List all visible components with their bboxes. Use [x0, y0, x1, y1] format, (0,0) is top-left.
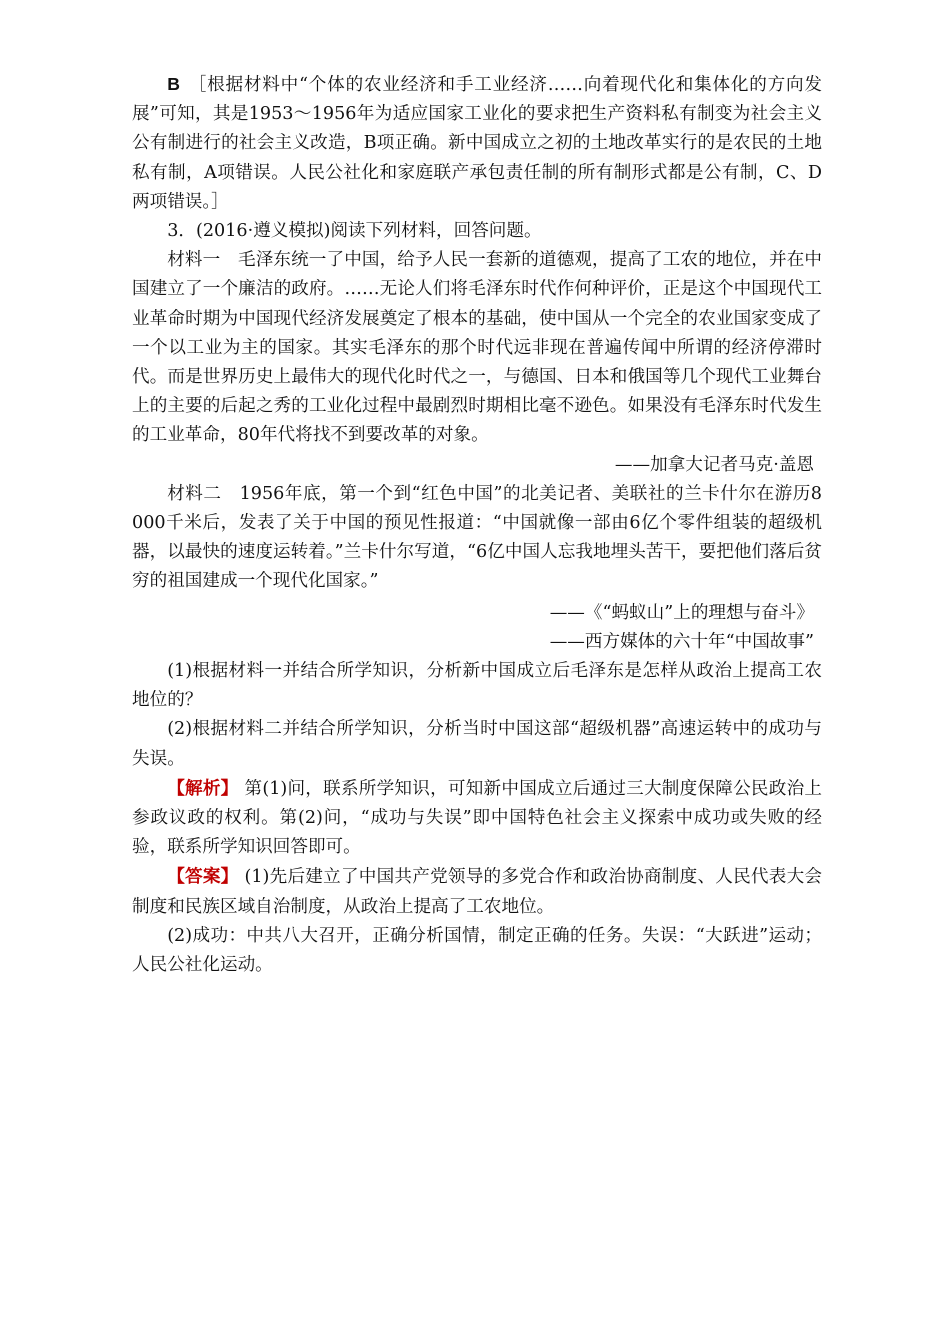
sub-question-1: (1)根据材料一并结合所学知识，分析新中国成立后毛泽东是怎样从政治上提高工农地位的？ [132, 661, 822, 711]
analysis-text: 第(1)问，联系所学知识，可知新中国成立后通过三大制度保障公民政治上参政议政的权利。第(2)问，“成功与失误”即中国特色社会主义探索中成功或失败的经验，联系所学知识回答即可。 [132, 778, 822, 858]
material-2-sources [132, 599, 822, 657]
document-page [132, 70, 822, 980]
material-1: 材料一 毛泽东统一了中国，给予人民一套新的道德观，提高了工农的地位，并在中国建立了一个廉洁的政府。……无论人们将毛泽东时代作何种评价，正是这个中国现代工业革命时期为中国现代经济发展奠定了根本的基础，使中国从一个完全的农业国家变成了一个以工业为主的国家。其实毛泽东的那个时代远非现在普遍传闻中所谓的经济停滞时代。而是世界历史上最伟大的现代化时代之一，与德国、日本和俄国等几个现代工业舞台上的主要的后起之秀的工业化过程中最剧烈时期相比毫不逊色。如果没有毛泽东时代发生的工业革命，80年代将找不到要改革的对象。 [132, 250, 822, 446]
answer-paragraph-2: (2)成功：中共八大召开，正确分析国情，制定正确的任务。失误：“大跃进”运动；人民公社化运动。 [132, 925, 822, 976]
material-2-source-2: ——西方媒体的六十年“中国故事” [549, 631, 814, 652]
question-3-stem: 3．(2016·遵义模拟)阅读下列材料，回答问题。 [167, 221, 542, 242]
material-1-source: ——加拿大记者马克·盖恩 [614, 454, 814, 475]
analysis-paragraph [132, 774, 822, 863]
answer-b-paragraph [132, 70, 822, 217]
material-2-source-1: ——《“蚂蚁山”上的理想与奋斗》 [549, 602, 814, 623]
answer-text-1: (1)先后建立了中国共产党领导的多党合作和政治协商制度、人民代表大会制度和民族区域自治制度，从政治上提高了工农地位。 [132, 867, 822, 917]
answer-paragraph-1 [132, 862, 822, 921]
answer-b-explanation: ［根据材料中“个体的农业经济和手工业经济……向着现代化和集体化的方向发展”可知，其是1953～1956年为适应国家工业化的要求把生产资料私有制变为社会主义公有制进行的社会主义改造，B项正确。新中国成立之初的土地改革实行的是农民的土地私有制，A项错误。人民公社化和家庭联产承包责任制的所有制形式都是公有制，C、D两项错误。］ [132, 75, 822, 212]
material-2: 材料二 1956年底，第一个到“红色中国”的北美记者、美联社的兰卡什尔在游历8 000千米后，发表了关于中国的预见性报道：“中国就像一部由6亿个零件组装的超级机器，以最快的速度运转着。”兰卡什尔写道，“6亿中国人忘我地埋头苦干，要把他们落后贫穷的祖国建成一个现代化国家。” [132, 483, 822, 592]
answer-letter: B [167, 74, 180, 94]
answer-tag: 【答案】 [167, 866, 239, 888]
sub-question-2: (2)根据材料二并结合所学知识，分析当时中国这部“超级机器”高速运转中的成功与失误。 [132, 719, 822, 769]
analysis-tag: 【解析】 [167, 777, 239, 799]
